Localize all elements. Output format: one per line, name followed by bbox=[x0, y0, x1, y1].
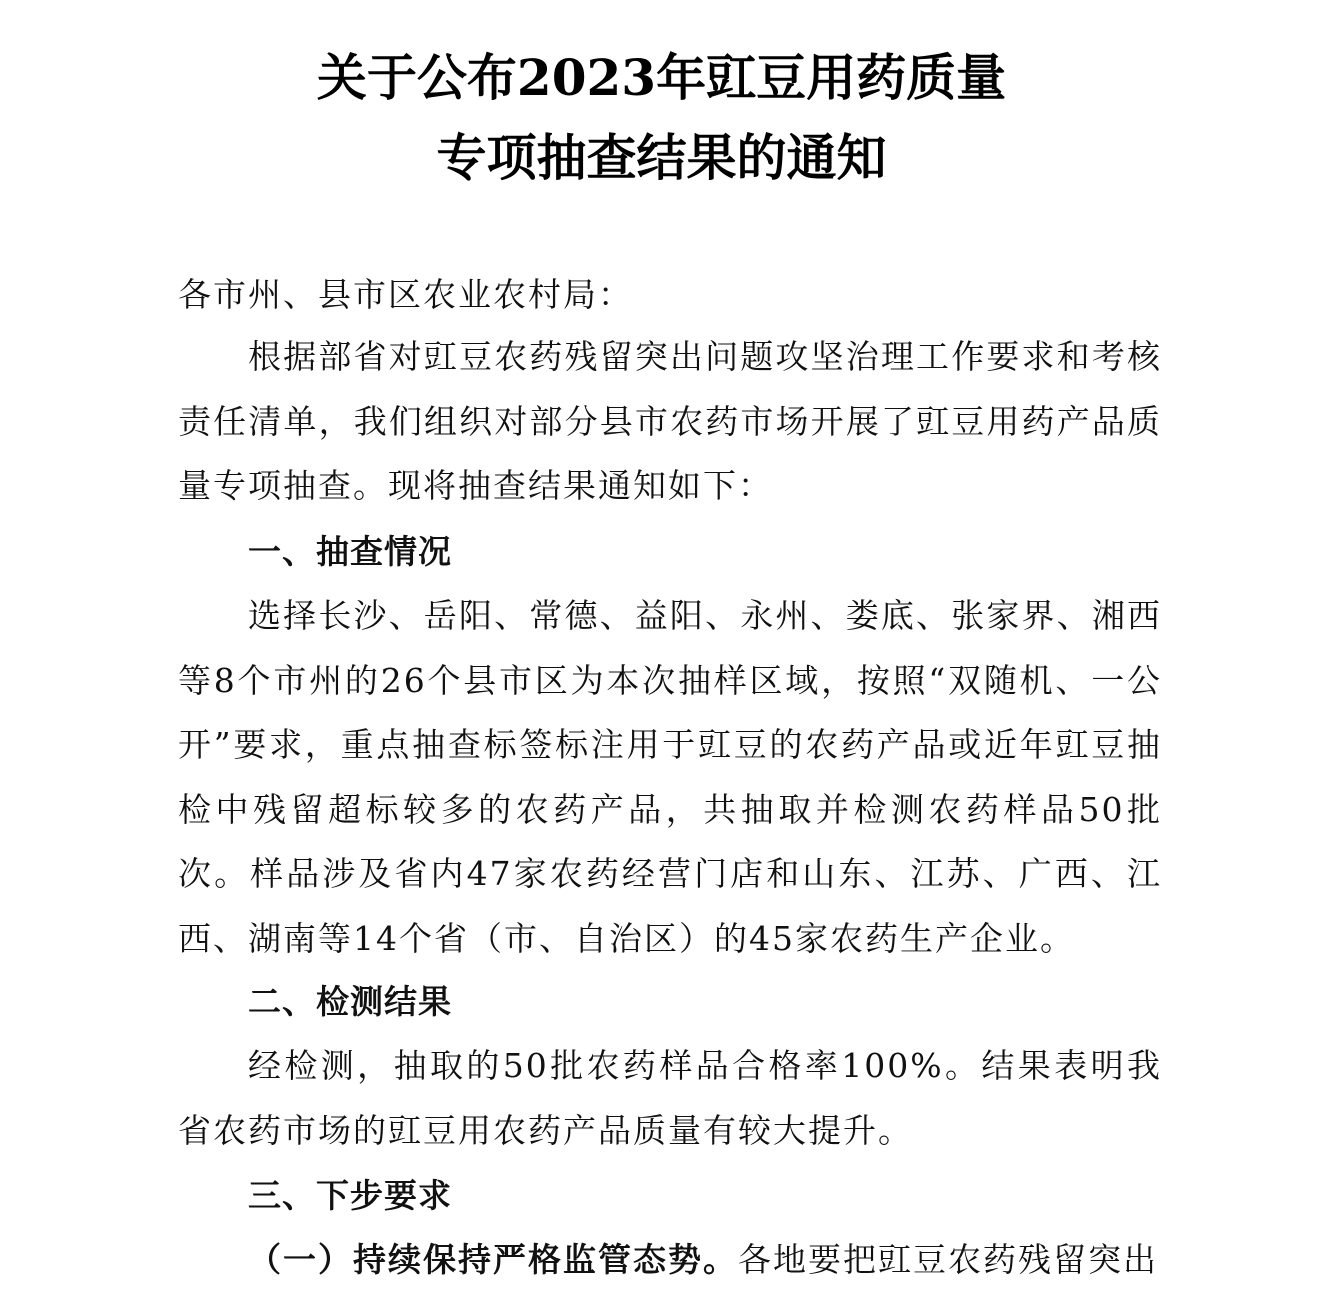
section2-paragraph: 经检测，抽取的50批农药样品合格率100%。结果表明我省农药市场的豇豆用农药产品质量有较大提升。 bbox=[178, 1046, 1162, 1150]
section3-item1-text: 各地要把豇豆农药残留突出 bbox=[738, 1240, 1158, 1279]
intro-paragraph: 根据部省对豇豆农药残留突出问题攻坚治理工作要求和考核责任清单，我们组织对部分县市农药市场开展了豇豆用药产品质量专项抽查。现将抽查结果通知如下： bbox=[178, 337, 1162, 505]
section3-item1 bbox=[248, 1228, 1162, 1293]
document-title-line2: 专项抽查结果的通知 bbox=[436, 128, 887, 187]
section1-heading: 一、抽查情况 bbox=[248, 532, 452, 571]
section3-heading: 三、下步要求 bbox=[248, 1176, 452, 1215]
section2-heading: 二、检测结果 bbox=[248, 982, 452, 1021]
section3-item1-lead: （一）持续保持严格监管态势。 bbox=[248, 1240, 738, 1279]
section1-paragraph: 选择长沙、岳阳、常德、益阳、永州、娄底、张家界、湘西等8个市州的26个县市区为本次抽样区域，按照“双随机、一公开”要求，重点抽查标签标注用于豇豆的农药产品或近年豇豆抽检中残留超标较多的农药产品，共抽取并检测农药样品50批次。样品涉及省内47家农药经营门店和山东、江苏、广西、江西、湖南等14个省（市、自治区）的45家农药生产企业。 bbox=[178, 596, 1162, 958]
salutation: 各市州、县市区农业农村局： bbox=[178, 275, 633, 314]
document-title-line1: 关于公布2023年豇豆用药质量 bbox=[316, 48, 1007, 107]
